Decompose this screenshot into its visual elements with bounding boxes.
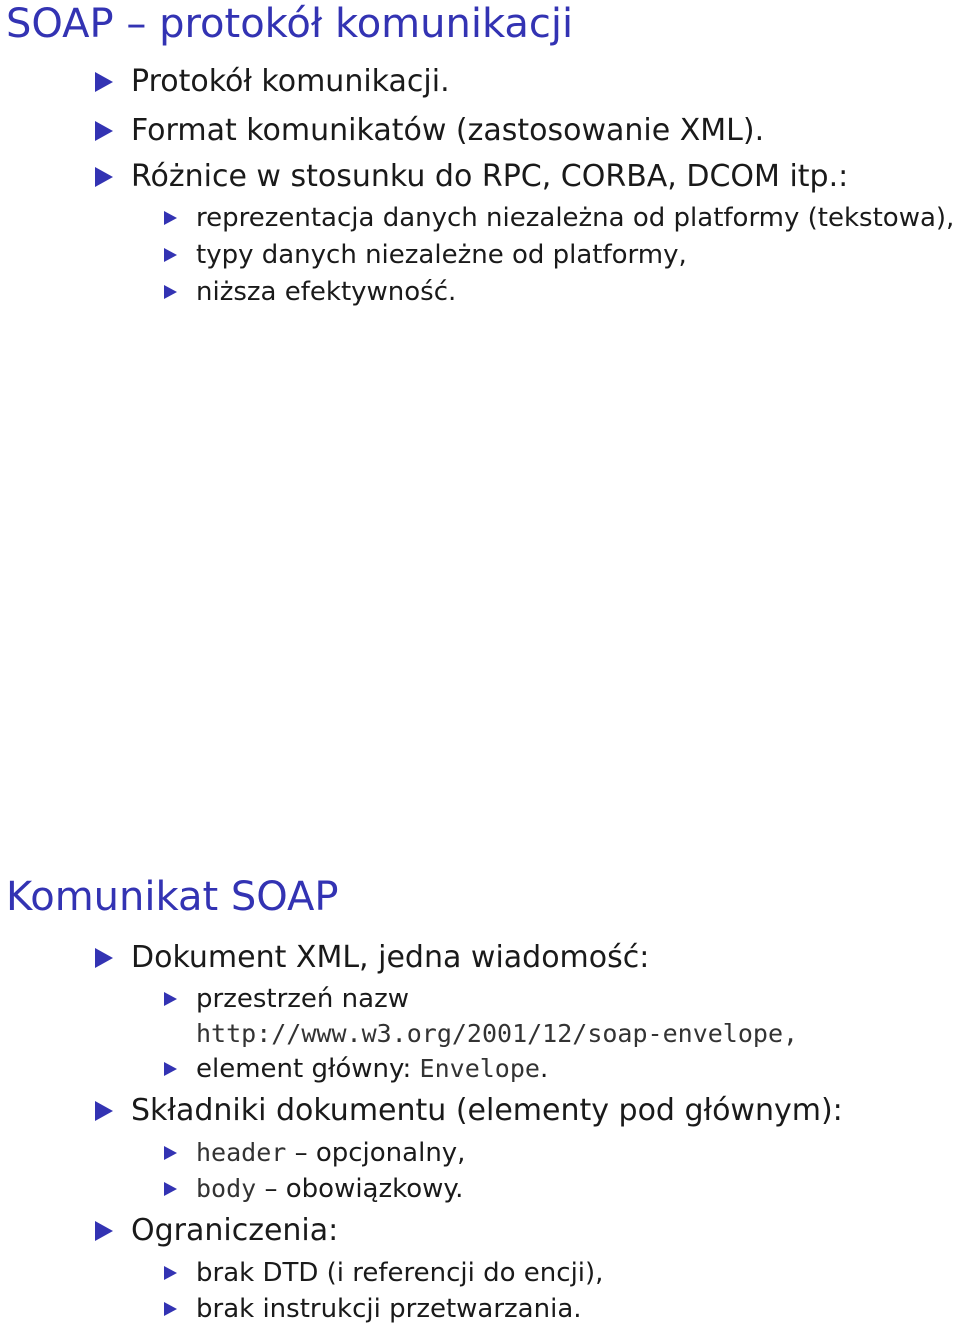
bullet-triangle-icon	[164, 992, 177, 1006]
list-item: Protokół komunikacji.	[0, 65, 960, 99]
namespace-url-line: http://www.w3.org/2001/12/soap-envelope,	[196, 1019, 799, 1048]
bullet-triangle-icon	[95, 1221, 113, 1241]
slide-title: Komunikat SOAP	[6, 874, 339, 920]
sub-list-item: reprezentacja danych niezależna od platformy (tekstowa),	[0, 203, 960, 233]
sub-list-item: przestrzeń nazw	[0, 984, 960, 1014]
bullet-triangle-icon	[164, 1302, 177, 1316]
code-envelope: Envelope	[419, 1054, 540, 1083]
list-item: Różnice w stosunku do RPC, CORBA, DCOM itp.:	[0, 160, 960, 194]
bullet-triangle-icon	[95, 72, 113, 92]
bullet-triangle-icon	[95, 948, 113, 968]
sub-list-item: typy danych niezależne od platformy,	[0, 240, 960, 270]
sub-list-item: brak instrukcji przetwarzania.	[0, 1294, 960, 1324]
bullet-triangle-icon	[95, 167, 113, 187]
slide-title: SOAP – protokół komunikacji	[6, 1, 574, 47]
bullet-triangle-icon	[164, 1062, 177, 1076]
bullet-triangle-icon	[95, 121, 113, 141]
code-body: body	[196, 1174, 257, 1203]
sub-list-item: element główny: Envelope.	[0, 1054, 960, 1084]
list-item: Ograniczenia:	[0, 1214, 960, 1248]
bullet-triangle-icon	[164, 211, 177, 225]
sub-list-item: header – opcjonalny,	[0, 1138, 960, 1168]
list-item: Składniki dokumentu (elementy pod głównym):	[0, 1094, 960, 1128]
bullet-triangle-icon	[164, 1182, 177, 1196]
sub-list-item: brak DTD (i referencji do encji),	[0, 1258, 960, 1288]
list-item: Format komunikatów (zastosowanie XML).	[0, 114, 960, 148]
slide-soap-protocol	[0, 0, 960, 307]
sub-list-item: body – obowiązkowy.	[0, 1174, 960, 1204]
bullet-triangle-icon	[95, 1101, 113, 1121]
slide-soap-message	[0, 873, 960, 1324]
bullet-triangle-icon	[164, 1266, 177, 1280]
code-header: header	[196, 1138, 287, 1167]
bullet-triangle-icon	[164, 248, 177, 262]
bullet-triangle-icon	[164, 285, 177, 299]
namespace-url: http://www.w3.org/2001/12/soap-envelope	[196, 1019, 783, 1048]
bullet-triangle-icon	[164, 1146, 177, 1160]
list-item: Dokument XML, jedna wiadomość:	[0, 941, 960, 975]
sub-list-item: niższa efektywność.	[0, 277, 960, 307]
